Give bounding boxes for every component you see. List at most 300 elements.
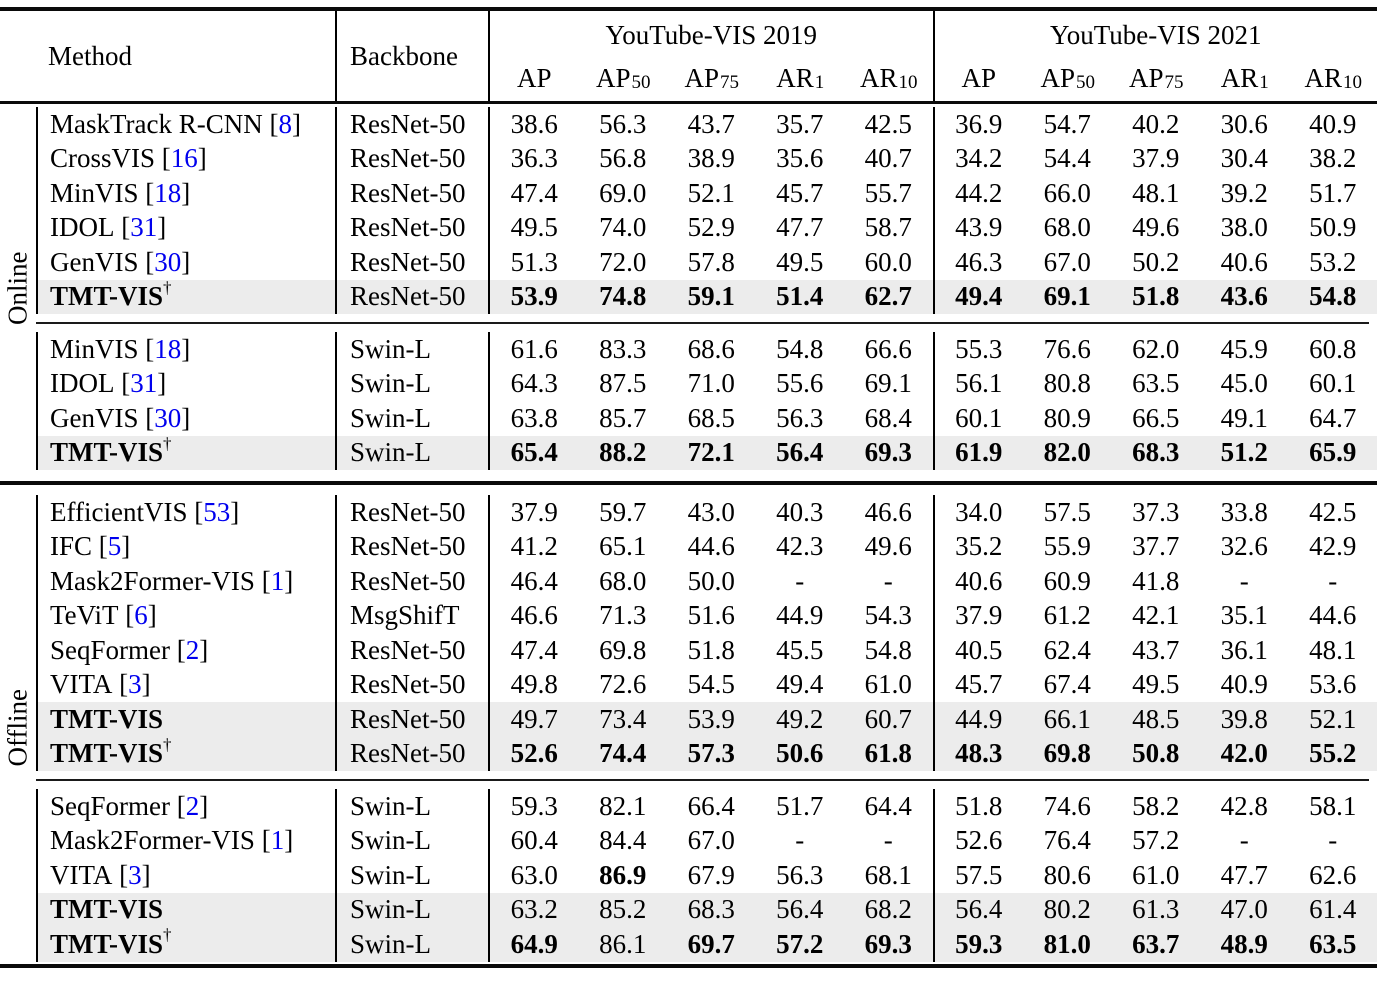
metric-cell: 57.8 xyxy=(687,246,735,277)
metric-cell: 44.9 xyxy=(776,600,824,631)
metric-block xyxy=(490,436,935,471)
method-cell: IDOL [ 31 ] xyxy=(36,211,337,246)
dataset-group-header-2021 xyxy=(935,11,1377,101)
metric-block xyxy=(935,737,1377,772)
section-offline xyxy=(0,495,1377,962)
metric-block xyxy=(935,332,1377,367)
metric-cell: 88.2 xyxy=(599,437,647,468)
metric-column-header: AP $_{75}$ xyxy=(1128,63,1184,93)
metric-cell: 68.3 xyxy=(1132,437,1180,468)
section-label-offline: Offline xyxy=(2,689,33,767)
metric-block xyxy=(490,495,935,530)
table-row xyxy=(0,927,1377,962)
metric-cell: 40.6 xyxy=(1220,246,1268,277)
metric-cell: 61.4 xyxy=(1309,894,1357,925)
metric-header-row xyxy=(935,56,1377,101)
metric-cell: 30.4 xyxy=(1220,143,1268,174)
citation-link[interactable]: 3 xyxy=(128,669,142,700)
metric-cell: - xyxy=(795,565,805,596)
metric-cell: 42.1 xyxy=(1132,600,1180,631)
metric-cell: 40.7 xyxy=(864,143,912,174)
metric-cell: 54.8 xyxy=(1309,281,1357,312)
method-name: GenVIS xyxy=(50,402,139,433)
metric-cell: 49.1 xyxy=(1220,402,1268,433)
metric-block xyxy=(490,332,935,367)
metric-cell: 66.0 xyxy=(1043,177,1091,208)
metric-block xyxy=(490,245,935,280)
metric-cell: 53.2 xyxy=(1309,246,1357,277)
citation-link[interactable]: 18 xyxy=(154,333,182,364)
metric-cell: 59.7 xyxy=(599,496,647,527)
metric-block xyxy=(935,702,1377,737)
metric-cell: 86.9 xyxy=(599,859,647,890)
metric-cell: - xyxy=(1239,565,1249,596)
metric-cell: 85.7 xyxy=(599,402,647,433)
metric-cell: 35.7 xyxy=(776,108,824,139)
metric-cell: 74.0 xyxy=(599,212,647,243)
metric-cell: - xyxy=(795,825,805,856)
backbone-cell: Swin-L xyxy=(337,789,490,824)
method-name: VITA xyxy=(50,669,113,700)
metric-cell: 44.9 xyxy=(955,703,1003,734)
table-row xyxy=(0,893,1377,928)
backbone-cell: Swin-L xyxy=(337,436,490,471)
metric-cell: 56.3 xyxy=(599,108,647,139)
metric-cell: 63.5 xyxy=(1309,928,1357,959)
metric-cell: 52.1 xyxy=(1309,703,1357,734)
metric-block xyxy=(935,280,1377,315)
metric-cell: 51.8 xyxy=(955,790,1003,821)
backbone-column-header: Backbone xyxy=(337,11,490,101)
metric-cell: 60.7 xyxy=(864,703,912,734)
metric-cell: 49.7 xyxy=(510,703,558,734)
metric-cell: 47.4 xyxy=(510,177,558,208)
metric-cell: 39.8 xyxy=(1220,703,1268,734)
metric-cell: 42.5 xyxy=(1309,496,1357,527)
metric-cell: 37.9 xyxy=(510,496,558,527)
metric-cell: 50.6 xyxy=(776,738,824,769)
metric-cell: 61.9 xyxy=(955,437,1003,468)
metric-cell: 37.3 xyxy=(1132,496,1180,527)
metric-cell: 40.9 xyxy=(1309,108,1357,139)
metric-cell: 53.6 xyxy=(1309,669,1357,700)
backbone-cell: ResNet-50 xyxy=(337,107,490,142)
metric-cell: 47.7 xyxy=(1220,859,1268,890)
metric-cell: 47.7 xyxy=(776,212,824,243)
metric-column-header: AR $_{10}$ xyxy=(1304,63,1362,93)
citation-link[interactable]: 18 xyxy=(154,177,182,208)
metric-cell: 58.2 xyxy=(1132,790,1180,821)
backbone-cell: ResNet-50 xyxy=(337,702,490,737)
metric-cell: 54.5 xyxy=(687,669,735,700)
metric-cell: 35.6 xyxy=(776,143,824,174)
table-row xyxy=(0,702,1377,737)
table-row xyxy=(0,245,1377,280)
method-name: TMT-VIS xyxy=(50,703,164,734)
metric-name: AP xyxy=(1040,63,1075,93)
backbone-cell: ResNet-50 xyxy=(337,737,490,772)
metric-cell: 56.1 xyxy=(955,368,1003,399)
table-row xyxy=(0,564,1377,599)
metric-cell: 61.0 xyxy=(864,669,912,700)
metric-block xyxy=(490,367,935,402)
metric-cell: 65.1 xyxy=(599,531,647,562)
backbone-group xyxy=(0,789,1377,962)
metric-block xyxy=(490,927,935,962)
metric-block xyxy=(935,893,1377,928)
backbone-cell: Swin-L xyxy=(337,858,490,893)
metric-block xyxy=(490,176,935,211)
method-name: TMT-VIS xyxy=(50,738,164,769)
metric-name: AP xyxy=(595,63,631,93)
metric-block xyxy=(490,858,935,893)
metric-cell: 60.0 xyxy=(864,246,912,277)
metric-cell: 49.4 xyxy=(955,281,1003,312)
method-cell: SeqFormer [ 2 ] xyxy=(36,789,337,824)
metric-cell: 41.8 xyxy=(1132,565,1180,596)
method-name: TMT-VIS xyxy=(50,437,164,468)
metric-cell: 53.9 xyxy=(687,703,735,734)
metric-cell: 82.1 xyxy=(599,790,647,821)
method-cell: TMT-VIS † xyxy=(36,737,337,772)
backbone-cell: ResNet-50 xyxy=(337,633,490,668)
citation-link[interactable]: 31 xyxy=(130,368,158,399)
metric-name: AP xyxy=(961,63,996,93)
metric-cell: 57.2 xyxy=(1132,825,1180,856)
metric-cell: 30.6 xyxy=(1220,108,1268,139)
metric-cell: 51.7 xyxy=(1309,177,1357,208)
metric-cell: 59.1 xyxy=(687,281,735,312)
metric-block xyxy=(490,564,935,599)
backbone-group xyxy=(0,495,1377,771)
metric-cell: 33.8 xyxy=(1220,496,1268,527)
metric-cell: 56.3 xyxy=(776,402,824,433)
metric-cell: 44.6 xyxy=(687,531,735,562)
metric-cell: 56.4 xyxy=(955,894,1003,925)
metric-cell: 62.0 xyxy=(1132,333,1180,364)
metric-cell: 34.2 xyxy=(955,143,1003,174)
citation-link[interactable]: 5 xyxy=(107,531,122,562)
metric-cell: 48.1 xyxy=(1132,177,1180,208)
metric-cell: 39.2 xyxy=(1220,177,1268,208)
method-name: TMT-VIS xyxy=(50,894,164,925)
metric-cell: 51.8 xyxy=(1132,281,1180,312)
metric-block xyxy=(935,107,1377,142)
metric-cell: 86.1 xyxy=(599,928,647,959)
table-row xyxy=(0,668,1377,703)
method-name: Mask2Former-VIS xyxy=(50,825,255,856)
metric-block xyxy=(935,564,1377,599)
metric-cell: 49.8 xyxy=(510,669,558,700)
metric-cell: 68.0 xyxy=(1043,212,1091,243)
metric-cell: 49.6 xyxy=(864,531,912,562)
backbone-cell: Swin-L xyxy=(337,927,490,962)
method-cell xyxy=(36,893,337,928)
metric-cell: 38.2 xyxy=(1309,143,1357,174)
method-name: Mask2Former-VIS xyxy=(50,565,255,596)
table-row xyxy=(0,211,1377,246)
metric-cell: 51.3 xyxy=(510,246,558,277)
metric-cell: 66.5 xyxy=(1132,402,1180,433)
citation-link[interactable]: 2 xyxy=(185,790,200,821)
metric-column-header xyxy=(935,56,1024,101)
metric-cell: 45.9 xyxy=(1220,333,1268,364)
metric-cell: 42.8 xyxy=(1220,790,1268,821)
dataset-title: YouTube-VIS 2019 xyxy=(605,20,818,50)
metric-cell: 38.9 xyxy=(687,143,735,174)
metric-block xyxy=(490,737,935,772)
metric-block xyxy=(935,142,1377,177)
table-row xyxy=(0,789,1377,824)
metric-block xyxy=(935,245,1377,280)
metric-cell: 60.1 xyxy=(1309,368,1357,399)
metric-cell: 69.7 xyxy=(687,928,735,959)
metric-name: AR xyxy=(1220,63,1259,93)
metric-cell: 87.5 xyxy=(599,368,647,399)
metric-cell: 56.3 xyxy=(776,859,824,890)
metric-name: AP xyxy=(684,63,719,93)
method-name: TeViT xyxy=(50,600,119,631)
table-row xyxy=(0,367,1377,402)
metric-name: AR xyxy=(859,63,898,93)
table-row xyxy=(0,734,1377,772)
metric-cell: 64.3 xyxy=(510,368,558,399)
metric-cell: 36.3 xyxy=(510,143,558,174)
metric-cell: 43.7 xyxy=(1132,634,1180,665)
metric-cell: 69.0 xyxy=(599,177,647,208)
method-name: IDOL xyxy=(50,212,115,243)
metric-cell: 43.9 xyxy=(955,212,1003,243)
method-name: GenVIS xyxy=(50,246,139,277)
metric-cell: 63.8 xyxy=(510,402,558,433)
metric-cell: 67.4 xyxy=(1043,669,1091,700)
metric-cell: 46.4 xyxy=(510,565,558,596)
metric-cell: 54.4 xyxy=(1043,143,1091,174)
metric-cell: 40.6 xyxy=(955,565,1003,596)
metric-cell: 62.7 xyxy=(864,281,912,312)
metric-cell: 37.9 xyxy=(955,600,1003,631)
method-name: SeqFormer xyxy=(50,790,170,821)
metric-cell: 51.8 xyxy=(687,634,735,665)
dataset-title: YouTube-VIS 2021 xyxy=(1049,20,1262,50)
metric-cell: 74.4 xyxy=(599,738,647,769)
metric-block xyxy=(490,280,935,315)
metric-cell: 61.6 xyxy=(510,333,558,364)
citation-link[interactable]: 31 xyxy=(130,212,158,243)
metric-block xyxy=(935,176,1377,211)
metric-cell: 41.2 xyxy=(510,531,558,562)
metric-cell: 69.8 xyxy=(1043,738,1091,769)
metric-cell: 80.6 xyxy=(1043,859,1091,890)
metric-cell: 55.3 xyxy=(955,333,1003,364)
backbone-cell: ResNet-50 xyxy=(337,176,490,211)
metric-cell: 68.2 xyxy=(864,894,912,925)
citation-link[interactable]: 16 xyxy=(170,143,198,174)
method-name: TMT-VIS xyxy=(50,281,164,312)
citation-link[interactable]: 30 xyxy=(154,246,182,277)
citation-link[interactable]: 3 xyxy=(128,859,142,890)
table-row xyxy=(0,107,1377,142)
method-cell: IFC [ 5 ] xyxy=(36,530,337,565)
metric-cell: 65.4 xyxy=(510,437,558,468)
metric-cell: 73.4 xyxy=(599,703,647,734)
metric-cell: 40.5 xyxy=(955,634,1003,665)
metric-cell: 35.1 xyxy=(1220,600,1268,631)
metric-cell: 80.2 xyxy=(1043,894,1091,925)
metric-cell: 54.8 xyxy=(864,634,912,665)
citation-link[interactable]: 1 xyxy=(270,565,285,596)
method-cell xyxy=(36,702,337,737)
backbone-cell: ResNet-50 xyxy=(337,211,490,246)
backbone-cell: Swin-L xyxy=(337,893,490,928)
metric-block xyxy=(490,107,935,142)
metric-cell: 45.0 xyxy=(1220,368,1268,399)
method-cell: GenVIS [ 30 ] xyxy=(36,245,337,280)
metric-cell: 58.1 xyxy=(1309,790,1357,821)
method-cell: CrossVIS [ 16 ] xyxy=(36,142,337,177)
metric-cell: 53.9 xyxy=(510,281,558,312)
metric-cell: 66.1 xyxy=(1043,703,1091,734)
metric-cell: 61.3 xyxy=(1132,894,1180,925)
method-name: MaskTrack R-CNN xyxy=(50,108,263,139)
metric-cell: 57.2 xyxy=(776,928,824,959)
metric-cell: 32.6 xyxy=(1220,531,1268,562)
backbone-cell: ResNet-50 xyxy=(337,280,490,315)
citation-link[interactable]: 30 xyxy=(154,402,182,433)
metric-cell: 61.0 xyxy=(1132,859,1180,890)
metric-cell: 64.9 xyxy=(510,928,558,959)
metric-cell: 84.4 xyxy=(599,825,647,856)
metric-cell: 38.0 xyxy=(1220,212,1268,243)
metric-cell: 69.3 xyxy=(864,437,912,468)
method-cell: MinVIS [ 18 ] xyxy=(36,176,337,211)
metric-block xyxy=(935,495,1377,530)
metric-cell: 45.5 xyxy=(776,634,824,665)
metric-cell: 56.4 xyxy=(776,894,824,925)
metric-cell: 43.6 xyxy=(1220,281,1268,312)
metric-column-header: AR $_1$ xyxy=(776,63,825,93)
metric-cell: 48.1 xyxy=(1309,634,1357,665)
metric-cell: 61.8 xyxy=(864,738,912,769)
metric-cell: 52.9 xyxy=(687,212,735,243)
table-row xyxy=(0,858,1377,893)
metric-block xyxy=(935,858,1377,893)
metric-cell: 67.0 xyxy=(687,825,735,856)
table-row xyxy=(0,495,1377,530)
metric-cell: 62.4 xyxy=(1043,634,1091,665)
table-body xyxy=(0,107,1377,962)
metric-cell: 51.2 xyxy=(1220,437,1268,468)
method-cell: TeViT [ 6 ] xyxy=(36,599,337,634)
metric-cell: 51.4 xyxy=(776,281,824,312)
metric-cell: 38.6 xyxy=(510,108,558,139)
citation-link[interactable]: 1 xyxy=(270,825,285,856)
metric-cell: 68.3 xyxy=(687,894,735,925)
metric-block xyxy=(935,927,1377,962)
metric-name: AP xyxy=(1128,63,1164,93)
metric-cell: 54.7 xyxy=(1043,108,1091,139)
metric-cell: 50.2 xyxy=(1132,246,1180,277)
metric-cell: 71.3 xyxy=(599,600,647,631)
method-name: VITA xyxy=(50,859,113,890)
method-cell: Mask2Former-VIS [ 1 ] xyxy=(36,564,337,599)
metric-block xyxy=(935,599,1377,634)
metric-cell: 47.0 xyxy=(1220,894,1268,925)
metric-cell: - xyxy=(883,565,893,596)
metric-cell: 67.0 xyxy=(1043,246,1091,277)
method-cell: VITA [ 3 ] xyxy=(36,858,337,893)
citation-link[interactable]: 2 xyxy=(185,634,200,665)
metric-cell: 37.7 xyxy=(1132,531,1180,562)
method-cell: TMT-VIS † xyxy=(36,927,337,962)
metric-block xyxy=(490,824,935,859)
metric-cell: 45.7 xyxy=(955,669,1003,700)
metric-cell: 52.1 xyxy=(687,177,735,208)
section-label-online: Online xyxy=(2,251,33,326)
metric-cell: 45.7 xyxy=(776,177,824,208)
method-cell: SeqFormer [ 2 ] xyxy=(36,633,337,668)
metric-cell: 49.5 xyxy=(776,246,824,277)
table-row xyxy=(0,176,1377,211)
metric-cell: 76.4 xyxy=(1043,825,1091,856)
metric-column-header xyxy=(490,56,579,101)
metric-cell: 56.8 xyxy=(599,143,647,174)
metric-cell: - xyxy=(1328,825,1338,856)
metric-cell: 46.3 xyxy=(955,246,1003,277)
metric-cell: 42.9 xyxy=(1309,531,1357,562)
metric-block xyxy=(935,436,1377,471)
metric-cell: 48.5 xyxy=(1132,703,1180,734)
metric-cell: 72.6 xyxy=(599,669,647,700)
citation-link[interactable]: 8 xyxy=(278,108,293,139)
method-column-header: Method xyxy=(0,11,337,101)
metric-cell: 60.1 xyxy=(955,402,1003,433)
metric-cell: 46.6 xyxy=(510,600,558,631)
metric-cell: 72.1 xyxy=(687,437,735,468)
metric-cell: 68.0 xyxy=(599,565,647,596)
backbone-cell: Swin-L xyxy=(337,401,490,436)
metric-column-header: AR $_1$ xyxy=(1220,63,1269,93)
metric-block xyxy=(935,824,1377,859)
metric-cell: 74.8 xyxy=(599,281,647,312)
metric-block xyxy=(490,599,935,634)
metric-cell: 68.6 xyxy=(687,333,735,364)
method-cell: TMT-VIS † xyxy=(36,280,337,315)
method-cell: VITA [ 3 ] xyxy=(36,668,337,703)
metric-cell: 40.3 xyxy=(776,496,824,527)
metric-cell: 50.9 xyxy=(1309,212,1357,243)
metric-header-row xyxy=(490,56,933,101)
backbone-cell: ResNet-50 xyxy=(337,495,490,530)
backbone-group xyxy=(0,107,1377,314)
metric-block xyxy=(935,530,1377,565)
citation-link[interactable]: 53 xyxy=(203,496,231,527)
metric-block xyxy=(490,668,935,703)
backbone-cell: ResNet-50 xyxy=(337,530,490,565)
metric-cell: 83.3 xyxy=(599,333,647,364)
metric-cell: 59.3 xyxy=(510,790,558,821)
metric-cell: 80.9 xyxy=(1043,402,1091,433)
method-name: EfficientVIS xyxy=(50,496,188,527)
backbone-cell: MsgShifT xyxy=(337,599,490,634)
metric-cell: 51.7 xyxy=(776,790,824,821)
metric-cell: 64.7 xyxy=(1309,402,1357,433)
citation-link[interactable]: 6 xyxy=(134,600,148,631)
metric-cell: 61.2 xyxy=(1043,600,1091,631)
metric-cell: 42.0 xyxy=(1220,738,1268,769)
metric-cell: 71.0 xyxy=(687,368,735,399)
metric-block xyxy=(935,668,1377,703)
